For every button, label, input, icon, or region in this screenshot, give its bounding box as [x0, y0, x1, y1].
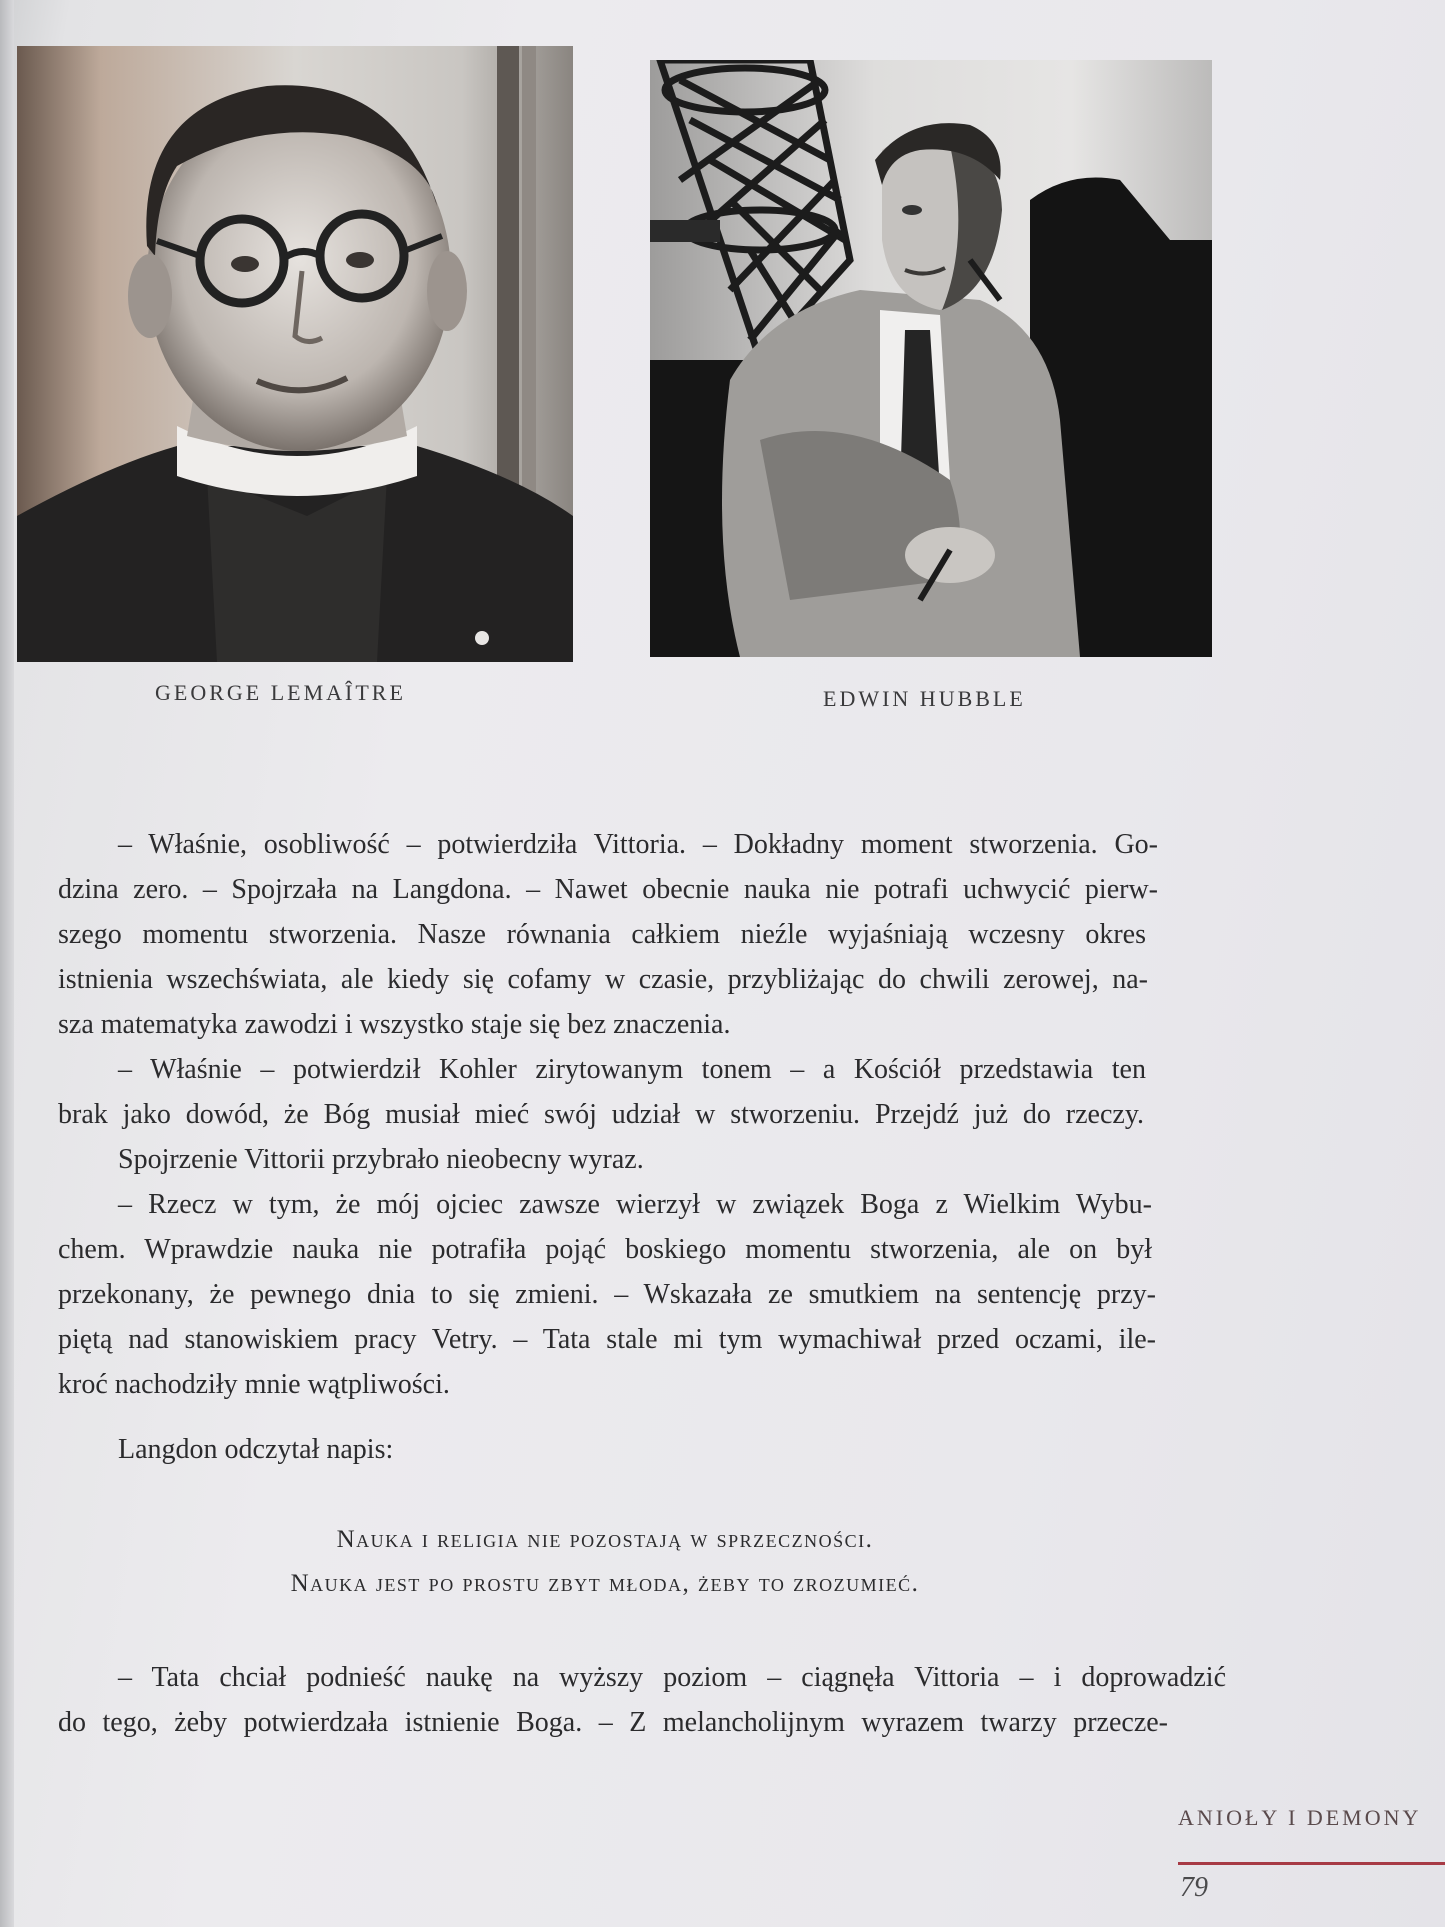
- text-line: kroć nachodziły mnie wątpliwości.: [58, 1369, 450, 1400]
- page-number: 79: [1180, 1872, 1208, 1903]
- quote-block: [0, 1518, 1210, 1606]
- paragraph-6: [58, 1655, 1226, 1745]
- paragraph-2: [58, 1047, 1158, 1137]
- text-line: Langdon odczytał napis:: [118, 1434, 394, 1465]
- paragraph-3: [58, 1137, 1158, 1182]
- text-line: chem. Wprawdzie nauka nie potrafiła pojąć boskiego momentu stworzenia, ale on był: [58, 1234, 1152, 1265]
- running-footer-book-title: ANIOŁY I DEMONY: [1178, 1805, 1422, 1830]
- text-line: Spojrzenie Vittorii przybrało nieobecny wyraz.: [118, 1144, 644, 1175]
- footer-rule: [1178, 1862, 1445, 1865]
- text-line: istnienia wszechświata, ale kiedy się cofamy w czasie, przybliżając do chwili zerowej, na-: [58, 964, 1148, 995]
- caption-george-lemaitre: GEORGE LEMAÎTRE: [155, 680, 406, 705]
- portrait-lemaitre-image: [17, 46, 573, 662]
- text-line: sza matematyka zawodzi i wszystko staje się bez znaczenia.: [58, 1009, 731, 1040]
- quote-line: Nauka jest po prostu zbyt młoda, żeby to zrozumieć.: [290, 1570, 920, 1597]
- text-line: piętą nad stanowiskiem pracy Vetry. – Tata stale mi tym wymachiwał przed oczami, ile-: [58, 1324, 1156, 1355]
- portrait-hubble-image: [650, 60, 1212, 657]
- text-line: szego momentu stworzenia. Nasze równania całkiem nieźle wyjaśniają wczesny okres: [58, 919, 1146, 950]
- caption-edwin-hubble: EDWIN HUBBLE: [823, 686, 1026, 711]
- paragraph-4: [58, 1182, 1158, 1407]
- text-line: – Właśnie, osobliwość – potwierdziła Vittoria. – Dokładny moment stworzenia. Go-: [118, 829, 1158, 860]
- page-edge: [0, 0, 14, 1927]
- text-line: dzina zero. – Spojrzała na Langdona. – Nawet obecnie nauka nie potrafi uchwycić pierw-: [58, 874, 1158, 905]
- text-line: – Tata chciał podnieść naukę na wyższy poziom – ciągnęła Vittoria – i doprowadzić: [118, 1662, 1226, 1693]
- text-line: – Rzecz w tym, że mój ojciec zawsze wierzył w związek Boga z Wielkim Wybu-: [118, 1189, 1152, 1220]
- paragraph-5: [58, 1427, 1158, 1472]
- quote-line: Nauka i religia nie pozostają w sprzeczności.: [336, 1526, 874, 1553]
- text-line: – Właśnie – potwierdził Kohler zirytowanym tonem – a Kościół przedstawia ten: [118, 1054, 1146, 1085]
- text-line: brak jako dowód, że Bóg musiał mieć swój udział w stworzeniu. Przejdź już do rzeczy.: [58, 1099, 1144, 1130]
- paragraph-1: [58, 822, 1158, 1047]
- photo-george-lemaitre: [17, 46, 573, 662]
- text-line: do tego, żeby potwierdzała istnienie Boga. – Z melancholijnym wyrazem twarzy przecze-: [58, 1707, 1168, 1738]
- text-line: przekonany, że pewnego dnia to się zmieni. – Wskazała ze smutkiem na sentencję przy-: [58, 1279, 1156, 1310]
- photo-edwin-hubble: [650, 60, 1212, 657]
